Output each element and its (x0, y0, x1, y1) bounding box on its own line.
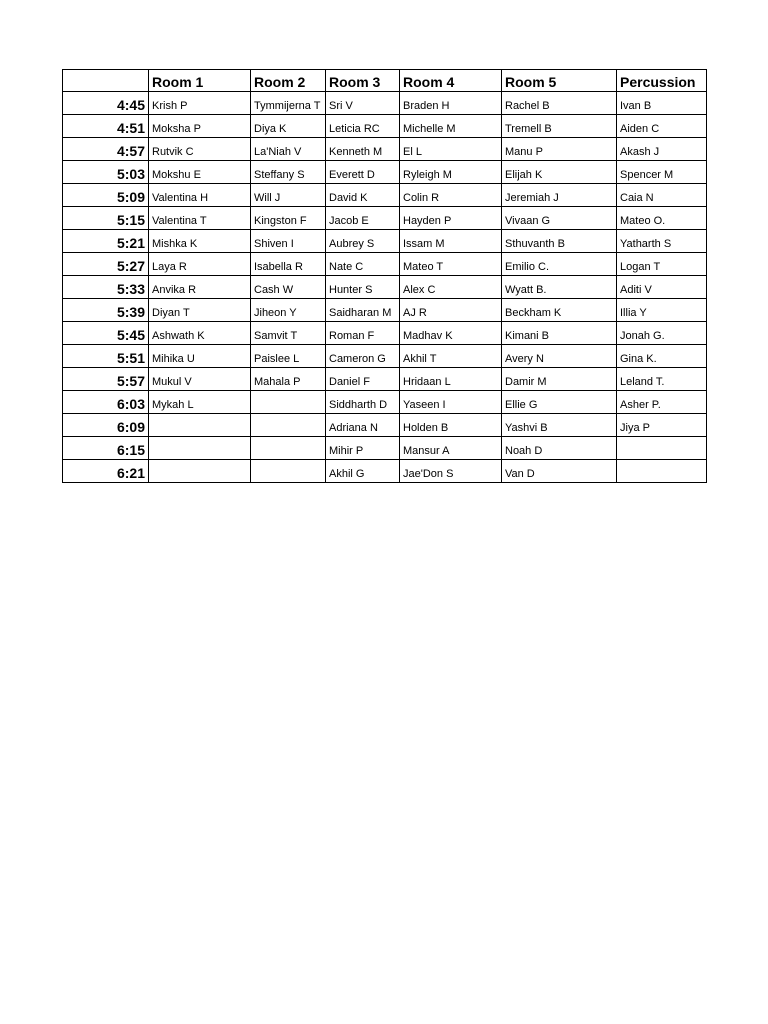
student-cell: Madhav K (400, 322, 502, 345)
time-slot: 5:09 (63, 184, 149, 207)
student-cell: Samvit T (251, 322, 326, 345)
student-cell (149, 414, 251, 437)
student-cell: Ivan B (617, 92, 707, 115)
student-cell: Aubrey S (326, 230, 400, 253)
student-cell: Tymmijerna T (251, 92, 326, 115)
student-cell: Jacob E (326, 207, 400, 230)
student-cell: Caia N (617, 184, 707, 207)
table-row (63, 460, 707, 483)
student-cell: Issam M (400, 230, 502, 253)
student-cell: Mihika U (149, 345, 251, 368)
student-cell: David K (326, 184, 400, 207)
table-row (63, 161, 707, 184)
time-slot: 4:45 (63, 92, 149, 115)
student-cell: Shiven I (251, 230, 326, 253)
student-cell: Jonah G. (617, 322, 707, 345)
student-cell: Mykah L (149, 391, 251, 414)
column-header: Room 2 (251, 70, 326, 92)
table-row (63, 230, 707, 253)
student-cell: Elijah K (502, 161, 617, 184)
student-cell: Nate C (326, 253, 400, 276)
student-cell: Alex C (400, 276, 502, 299)
schedule-table (62, 69, 707, 483)
student-cell: Colin R (400, 184, 502, 207)
student-cell: Mokshu E (149, 161, 251, 184)
student-cell: AJ R (400, 299, 502, 322)
student-cell: Valentina H (149, 184, 251, 207)
student-cell: Manu P (502, 138, 617, 161)
student-cell: Siddharth D (326, 391, 400, 414)
time-slot: 6:21 (63, 460, 149, 483)
table-row (63, 184, 707, 207)
student-cell: Yaseen I (400, 391, 502, 414)
student-cell: Ellie G (502, 391, 617, 414)
column-header: Room 3 (326, 70, 400, 92)
student-cell: Aditi V (617, 276, 707, 299)
student-cell: Noah D (502, 437, 617, 460)
time-slot: 5:57 (63, 368, 149, 391)
student-cell: Illia Y (617, 299, 707, 322)
time-slot: 5:45 (63, 322, 149, 345)
header-row (63, 70, 707, 92)
student-cell: Sthuvanth B (502, 230, 617, 253)
column-header: Room 4 (400, 70, 502, 92)
student-cell: Ryleigh M (400, 161, 502, 184)
time-slot: 5:03 (63, 161, 149, 184)
student-cell: Avery N (502, 345, 617, 368)
time-slot: 5:15 (63, 207, 149, 230)
student-cell: Hridaan L (400, 368, 502, 391)
student-cell: Jae'Don S (400, 460, 502, 483)
student-cell: La'Niah V (251, 138, 326, 161)
time-slot: 4:57 (63, 138, 149, 161)
student-cell: Wyatt B. (502, 276, 617, 299)
time-slot: 6:09 (63, 414, 149, 437)
time-slot: 5:21 (63, 230, 149, 253)
student-cell: Will J (251, 184, 326, 207)
student-cell: Akhil T (400, 345, 502, 368)
student-cell: Kingston F (251, 207, 326, 230)
student-cell (251, 460, 326, 483)
table-row (63, 115, 707, 138)
student-cell: Leticia RC (326, 115, 400, 138)
header-time-corner (63, 70, 149, 92)
student-cell: Damir M (502, 368, 617, 391)
time-slot: 5:27 (63, 253, 149, 276)
student-cell: El L (400, 138, 502, 161)
student-cell: Van D (502, 460, 617, 483)
time-slot: 4:51 (63, 115, 149, 138)
student-cell: Braden H (400, 92, 502, 115)
student-cell: Yashvi B (502, 414, 617, 437)
student-cell: Emilio C. (502, 253, 617, 276)
student-cell (251, 391, 326, 414)
student-cell: Adriana N (326, 414, 400, 437)
column-header: Room 5 (502, 70, 617, 92)
student-cell: Isabella R (251, 253, 326, 276)
time-slot: 5:33 (63, 276, 149, 299)
column-header: Percussion (617, 70, 707, 92)
student-cell: Cash W (251, 276, 326, 299)
table-row (63, 391, 707, 414)
table-row (63, 138, 707, 161)
table-row (63, 414, 707, 437)
student-cell: Moksha P (149, 115, 251, 138)
student-cell: Tremell B (502, 115, 617, 138)
student-cell: Jiya P (617, 414, 707, 437)
student-cell: Logan T (617, 253, 707, 276)
table-row (63, 207, 707, 230)
student-cell: Ashwath K (149, 322, 251, 345)
student-cell: Valentina T (149, 207, 251, 230)
time-slot: 6:03 (63, 391, 149, 414)
student-cell: Anvika R (149, 276, 251, 299)
student-cell: Paislee L (251, 345, 326, 368)
student-cell: Yatharth S (617, 230, 707, 253)
student-cell: Kimani B (502, 322, 617, 345)
student-cell: Diyan T (149, 299, 251, 322)
student-cell (149, 460, 251, 483)
student-cell: Diya K (251, 115, 326, 138)
student-cell: Mishka K (149, 230, 251, 253)
student-cell (149, 437, 251, 460)
student-cell (617, 460, 707, 483)
student-cell: Leland T. (617, 368, 707, 391)
student-cell: Rachel B (502, 92, 617, 115)
schedule-body (63, 92, 707, 483)
student-cell: Vivaan G (502, 207, 617, 230)
student-cell: Rutvik C (149, 138, 251, 161)
student-cell: Spencer M (617, 161, 707, 184)
student-cell: Mahala P (251, 368, 326, 391)
student-cell: Michelle M (400, 115, 502, 138)
table-row (63, 437, 707, 460)
student-cell (617, 437, 707, 460)
student-cell: Gina K. (617, 345, 707, 368)
time-slot: 5:39 (63, 299, 149, 322)
student-cell: Daniel F (326, 368, 400, 391)
student-cell: Sri V (326, 92, 400, 115)
student-cell: Steffany S (251, 161, 326, 184)
student-cell: Kenneth M (326, 138, 400, 161)
table-row (63, 368, 707, 391)
student-cell: Saidharan M (326, 299, 400, 322)
student-cell: Mateo O. (617, 207, 707, 230)
student-cell: Akhil G (326, 460, 400, 483)
student-cell: Roman F (326, 322, 400, 345)
student-cell (251, 414, 326, 437)
student-cell: Jiheon Y (251, 299, 326, 322)
student-cell: Holden B (400, 414, 502, 437)
column-header: Room 1 (149, 70, 251, 92)
time-slot: 5:51 (63, 345, 149, 368)
schedule-header (63, 70, 707, 92)
student-cell: Mihir P (326, 437, 400, 460)
student-cell: Akash J (617, 138, 707, 161)
student-cell (251, 437, 326, 460)
student-cell: Beckham K (502, 299, 617, 322)
table-row (63, 253, 707, 276)
student-cell: Mukul V (149, 368, 251, 391)
table-row (63, 92, 707, 115)
student-cell: Asher P. (617, 391, 707, 414)
student-cell: Krish P (149, 92, 251, 115)
student-cell: Mansur A (400, 437, 502, 460)
student-cell: Everett D (326, 161, 400, 184)
student-cell: Cameron G (326, 345, 400, 368)
table-row (63, 276, 707, 299)
table-row (63, 299, 707, 322)
student-cell: Laya R (149, 253, 251, 276)
table-row (63, 322, 707, 345)
table-row (63, 345, 707, 368)
student-cell: Mateo T (400, 253, 502, 276)
student-cell: Hunter S (326, 276, 400, 299)
student-cell: Hayden P (400, 207, 502, 230)
student-cell: Aiden C (617, 115, 707, 138)
student-cell: Jeremiah J (502, 184, 617, 207)
time-slot: 6:15 (63, 437, 149, 460)
